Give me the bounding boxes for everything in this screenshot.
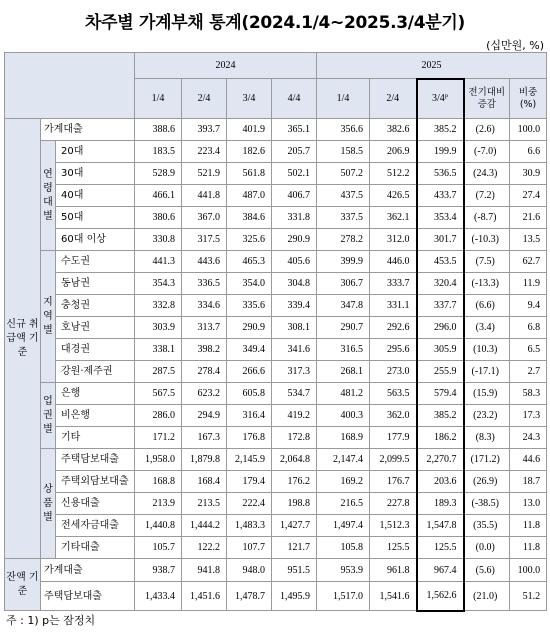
table-cell: (5.6) bbox=[464, 559, 510, 582]
table-cell: 62.7 bbox=[510, 251, 547, 273]
row-label: 은행 bbox=[56, 383, 135, 405]
row-label: 40대 bbox=[56, 185, 135, 207]
table-cell: 2,145.9 bbox=[227, 449, 272, 471]
header-year-2024: 2024 bbox=[135, 53, 317, 79]
table-cell: 313.7 bbox=[182, 317, 227, 339]
row-label: 강원·제주권 bbox=[56, 361, 135, 383]
table-cell: 222.4 bbox=[227, 493, 272, 515]
table-cell: (26.9) bbox=[464, 471, 510, 493]
table-cell: 331.8 bbox=[272, 207, 317, 229]
row-label: 전세자금대출 bbox=[56, 515, 135, 537]
table-cell: (21.0) bbox=[464, 582, 510, 611]
table-cell: 317.5 bbox=[182, 229, 227, 251]
table-cell: 507.2 bbox=[317, 163, 370, 185]
table-cell: 1,958.0 bbox=[135, 449, 182, 471]
header-share: 비중 (%) bbox=[510, 79, 547, 119]
row-label: 비은행 bbox=[56, 405, 135, 427]
table-cell: 437.5 bbox=[317, 185, 370, 207]
row-label: 30대 bbox=[56, 163, 135, 185]
table-cell: 9.4 bbox=[510, 295, 547, 317]
table-cell: 107.7 bbox=[227, 537, 272, 559]
table-cell: 158.5 bbox=[317, 141, 370, 163]
group-label-region: 지역별 bbox=[41, 251, 56, 383]
table-cell: 967.4 bbox=[417, 559, 464, 582]
table-cell: 1,497.4 bbox=[317, 515, 370, 537]
table-cell: 419.2 bbox=[272, 405, 317, 427]
table-row bbox=[5, 471, 547, 493]
table-cell: (23.2) bbox=[464, 405, 510, 427]
table-cell: 441.3 bbox=[135, 251, 182, 273]
table-cell: 6.8 bbox=[510, 317, 547, 339]
row-label: 기타대출 bbox=[56, 537, 135, 559]
table-row bbox=[5, 493, 547, 515]
header-year-2025: 2025 bbox=[317, 53, 547, 79]
table-cell: 198.8 bbox=[272, 493, 317, 515]
table-cell: 11.8 bbox=[510, 537, 547, 559]
row-label: 신용대출 bbox=[56, 493, 135, 515]
table-cell: 278.2 bbox=[317, 229, 370, 251]
table-cell: (171.2) bbox=[464, 449, 510, 471]
table-cell: (3.4) bbox=[464, 317, 510, 339]
table-cell: 290.7 bbox=[317, 317, 370, 339]
table-cell: 27.4 bbox=[510, 185, 547, 207]
group-label-sector: 업권별 bbox=[41, 383, 56, 449]
row-label: 충청권 bbox=[56, 295, 135, 317]
table-cell: (-10.3) bbox=[464, 229, 510, 251]
table-cell: 203.6 bbox=[417, 471, 464, 493]
table-cell: 512.2 bbox=[370, 163, 417, 185]
table-cell: 335.6 bbox=[227, 295, 272, 317]
table-cell: 356.6 bbox=[317, 119, 370, 141]
table-cell: 401.9 bbox=[227, 119, 272, 141]
table-cell: 399.9 bbox=[317, 251, 370, 273]
table-row bbox=[5, 339, 547, 361]
table-cell: 380.6 bbox=[135, 207, 182, 229]
group-label-balance: 잔액 기준 bbox=[5, 559, 41, 611]
table-cell: 6.5 bbox=[510, 339, 547, 361]
table-cell: 466.1 bbox=[135, 185, 182, 207]
table-cell: (-38.5) bbox=[464, 493, 510, 515]
table-cell: 623.2 bbox=[182, 383, 227, 405]
table-row bbox=[5, 361, 547, 383]
table-cell: 362.1 bbox=[370, 207, 417, 229]
row-label: 50대 bbox=[56, 207, 135, 229]
table-cell: 169.2 bbox=[317, 471, 370, 493]
table-cell: (7.5) bbox=[464, 251, 510, 273]
table-cell: 332.8 bbox=[135, 295, 182, 317]
table-cell: 51.2 bbox=[510, 582, 547, 611]
table-cell: 308.1 bbox=[272, 317, 317, 339]
table-row bbox=[5, 582, 547, 611]
table-row bbox=[5, 383, 547, 405]
table-cell: 367.0 bbox=[182, 207, 227, 229]
table-cell: 331.1 bbox=[370, 295, 417, 317]
table-cell: 305.9 bbox=[417, 339, 464, 361]
header-quarter: 3/4 bbox=[227, 79, 272, 119]
table-cell: 266.6 bbox=[227, 361, 272, 383]
table-cell: 1,440.8 bbox=[135, 515, 182, 537]
table-cell: 199.9 bbox=[417, 141, 464, 163]
table-cell: 481.2 bbox=[317, 383, 370, 405]
table-cell: 122.2 bbox=[182, 537, 227, 559]
table-cell: 317.3 bbox=[272, 361, 317, 383]
table-cell: 168.9 bbox=[317, 427, 370, 449]
table-cell: 189.3 bbox=[417, 493, 464, 515]
table-cell: (-13.3) bbox=[464, 273, 510, 295]
table-cell: 365.1 bbox=[272, 119, 317, 141]
table-cell: (10.3) bbox=[464, 339, 510, 361]
table-cell: 268.1 bbox=[317, 361, 370, 383]
header-quarter: 2/4 bbox=[370, 79, 417, 119]
table-cell: 362.0 bbox=[370, 405, 417, 427]
table-cell: 388.6 bbox=[135, 119, 182, 141]
table-cell: (15.9) bbox=[464, 383, 510, 405]
table-cell: 223.4 bbox=[182, 141, 227, 163]
unit-label: (십만원, %) bbox=[486, 39, 544, 52]
table-cell: 521.9 bbox=[182, 163, 227, 185]
table-cell: 385.2 bbox=[417, 405, 464, 427]
table-cell: 487.0 bbox=[227, 185, 272, 207]
table-cell: 536.5 bbox=[417, 163, 464, 185]
table-cell: 278.4 bbox=[182, 361, 227, 383]
table-cell: (2.6) bbox=[464, 119, 510, 141]
table-cell: 167.3 bbox=[182, 427, 227, 449]
group-label-new: 신규 취급액 기준 bbox=[5, 119, 41, 559]
table-row bbox=[5, 515, 547, 537]
group-label-age: 연령 대별 bbox=[41, 141, 56, 251]
table-row bbox=[5, 141, 547, 163]
table-cell: 286.0 bbox=[135, 405, 182, 427]
table-cell: 6.6 bbox=[510, 141, 547, 163]
table-cell: 337.5 bbox=[317, 207, 370, 229]
table-cell: 125.5 bbox=[417, 537, 464, 559]
page-title: 차주별 가계부채 통계(2024.1/4~2025.3/4분기) bbox=[85, 13, 465, 33]
table-cell: (35.5) bbox=[464, 515, 510, 537]
table-cell: 227.8 bbox=[370, 493, 417, 515]
table-cell: 1,483.3 bbox=[227, 515, 272, 537]
table-row bbox=[5, 207, 547, 229]
table-cell: 465.3 bbox=[227, 251, 272, 273]
table-row bbox=[5, 449, 547, 471]
table-cell: 24.3 bbox=[510, 427, 547, 449]
table-cell: 205.7 bbox=[272, 141, 317, 163]
row-label: 60대 이상 bbox=[56, 229, 135, 251]
table-cell: 502.1 bbox=[272, 163, 317, 185]
table-cell: 336.5 bbox=[182, 273, 227, 295]
table-cell: 443.6 bbox=[182, 251, 227, 273]
table-cell: 44.6 bbox=[510, 449, 547, 471]
table-cell: 382.6 bbox=[370, 119, 417, 141]
header-quarter: 1/4 bbox=[135, 79, 182, 119]
table-cell: 338.1 bbox=[135, 339, 182, 361]
table-cell: 561.8 bbox=[227, 163, 272, 185]
table-cell: 186.2 bbox=[417, 427, 464, 449]
table-cell: 333.7 bbox=[370, 273, 417, 295]
row-label: 호남권 bbox=[56, 317, 135, 339]
table-cell: 105.8 bbox=[317, 537, 370, 559]
table-cell: 287.5 bbox=[135, 361, 182, 383]
table-cell: 426.5 bbox=[370, 185, 417, 207]
row-label: 주택담보대출 bbox=[41, 582, 135, 611]
row-label: 20대 bbox=[56, 141, 135, 163]
table-cell: 349.4 bbox=[227, 339, 272, 361]
table-cell: (6.6) bbox=[464, 295, 510, 317]
table-cell: 213.9 bbox=[135, 493, 182, 515]
table-cell: 306.7 bbox=[317, 273, 370, 295]
table-cell: 2,147.4 bbox=[317, 449, 370, 471]
table-cell: 13.5 bbox=[510, 229, 547, 251]
table-cell: 316.4 bbox=[227, 405, 272, 427]
table-cell: 213.5 bbox=[182, 493, 227, 515]
table-cell: 441.8 bbox=[182, 185, 227, 207]
table-cell: 353.4 bbox=[417, 207, 464, 229]
table-cell: 100.0 bbox=[510, 119, 547, 141]
table-cell: 273.0 bbox=[370, 361, 417, 383]
table-cell: 1,879.8 bbox=[182, 449, 227, 471]
table-cell: 453.5 bbox=[417, 251, 464, 273]
row-label: 대경권 bbox=[56, 339, 135, 361]
table-cell: 385.2 bbox=[417, 119, 464, 141]
table-cell: 121.7 bbox=[272, 537, 317, 559]
row-label: 수도권 bbox=[56, 251, 135, 273]
table-cell: 384.6 bbox=[227, 207, 272, 229]
row-label: 가계대출 bbox=[41, 119, 135, 141]
table-cell: 168.8 bbox=[135, 471, 182, 493]
table-cell: 290.9 bbox=[227, 317, 272, 339]
row-label: 가계대출 bbox=[41, 559, 135, 582]
header-quarter-latest: 3/4ᴾ bbox=[417, 79, 464, 119]
table-cell: 961.8 bbox=[370, 559, 417, 582]
table-cell: 295.6 bbox=[370, 339, 417, 361]
table-cell: 941.8 bbox=[182, 559, 227, 582]
table-cell: (-7.0) bbox=[464, 141, 510, 163]
table-cell: 948.0 bbox=[227, 559, 272, 582]
table-cell: 11.9 bbox=[510, 273, 547, 295]
table-cell: 177.9 bbox=[370, 427, 417, 449]
table-cell: 18.7 bbox=[510, 471, 547, 493]
table-cell: 21.6 bbox=[510, 207, 547, 229]
table-row bbox=[5, 405, 547, 427]
table-cell: 951.5 bbox=[272, 559, 317, 582]
table-cell: 13.0 bbox=[510, 493, 547, 515]
table-cell: 528.9 bbox=[135, 163, 182, 185]
table-cell: 58.3 bbox=[510, 383, 547, 405]
table-cell: 182.6 bbox=[227, 141, 272, 163]
table-cell: 1,433.4 bbox=[135, 582, 182, 611]
table-cell: 337.7 bbox=[417, 295, 464, 317]
table-cell: 316.5 bbox=[317, 339, 370, 361]
table-cell: 125.5 bbox=[370, 537, 417, 559]
header-quarter: 1/4 bbox=[317, 79, 370, 119]
table-cell: 341.6 bbox=[272, 339, 317, 361]
table-cell: 1,562.6 bbox=[417, 582, 464, 611]
table-cell: 406.7 bbox=[272, 185, 317, 207]
table-cell: 11.8 bbox=[510, 515, 547, 537]
table-cell: 347.8 bbox=[317, 295, 370, 317]
table-cell: 303.9 bbox=[135, 317, 182, 339]
table-cell: 294.9 bbox=[182, 405, 227, 427]
header-quarter: 2/4 bbox=[182, 79, 227, 119]
table-cell: 1,547.8 bbox=[417, 515, 464, 537]
table-cell: 304.8 bbox=[272, 273, 317, 295]
table-cell: 446.0 bbox=[370, 251, 417, 273]
table-cell: (0.0) bbox=[464, 537, 510, 559]
table-cell: 292.6 bbox=[370, 317, 417, 339]
table-cell: 216.5 bbox=[317, 493, 370, 515]
table-cell: 206.9 bbox=[370, 141, 417, 163]
table-row bbox=[5, 119, 547, 141]
header-change: 전기대비 증감 bbox=[464, 79, 510, 119]
table-row bbox=[5, 317, 547, 339]
table-cell: 339.4 bbox=[272, 295, 317, 317]
table-cell: 2.7 bbox=[510, 361, 547, 383]
row-label: 주택외담보대출 bbox=[56, 471, 135, 493]
table-cell: 183.5 bbox=[135, 141, 182, 163]
table-cell: 330.8 bbox=[135, 229, 182, 251]
table-cell: 1,517.0 bbox=[317, 582, 370, 611]
table-row bbox=[5, 537, 547, 559]
table-cell: (8.3) bbox=[464, 427, 510, 449]
header-quarter: 4/4 bbox=[272, 79, 317, 119]
footnote: 주 : 1) p는 잠정치 bbox=[6, 614, 96, 627]
table-cell: 400.3 bbox=[317, 405, 370, 427]
table-cell: 1,427.7 bbox=[272, 515, 317, 537]
table-cell: 405.6 bbox=[272, 251, 317, 273]
table-cell: 172.8 bbox=[272, 427, 317, 449]
table-cell: 398.2 bbox=[182, 339, 227, 361]
table-cell: 100.0 bbox=[510, 559, 547, 582]
table-cell: (7.2) bbox=[464, 185, 510, 207]
table-cell: 301.7 bbox=[417, 229, 464, 251]
row-label: 주택담보대출 bbox=[56, 449, 135, 471]
table-row bbox=[5, 163, 547, 185]
table-cell: 2,270.7 bbox=[417, 449, 464, 471]
table-cell: 312.0 bbox=[370, 229, 417, 251]
table-cell: 393.7 bbox=[182, 119, 227, 141]
row-label: 동남권 bbox=[56, 273, 135, 295]
table-cell: 1,512.3 bbox=[370, 515, 417, 537]
table-cell: 176.8 bbox=[227, 427, 272, 449]
table-cell: 255.9 bbox=[417, 361, 464, 383]
table-cell: 105.7 bbox=[135, 537, 182, 559]
table-cell: 563.5 bbox=[370, 383, 417, 405]
table-cell: 171.2 bbox=[135, 427, 182, 449]
table-cell: 354.0 bbox=[227, 273, 272, 295]
table-cell: 176.7 bbox=[370, 471, 417, 493]
table-cell: 534.7 bbox=[272, 383, 317, 405]
table-cell: 334.6 bbox=[182, 295, 227, 317]
header-corner bbox=[5, 53, 135, 119]
table-cell: 320.4 bbox=[417, 273, 464, 295]
table-cell: 1,495.9 bbox=[272, 582, 317, 611]
table-cell: 168.4 bbox=[182, 471, 227, 493]
table-cell: 953.9 bbox=[317, 559, 370, 582]
row-label: 기타 bbox=[56, 427, 135, 449]
table-cell: 325.6 bbox=[227, 229, 272, 251]
table-cell: 2,064.8 bbox=[272, 449, 317, 471]
table-cell: 579.4 bbox=[417, 383, 464, 405]
table-cell: 938.7 bbox=[135, 559, 182, 582]
group-label-product: 상품별 bbox=[41, 449, 56, 559]
table-cell: (24.3) bbox=[464, 163, 510, 185]
table-row bbox=[5, 185, 547, 207]
table-cell: 176.2 bbox=[272, 471, 317, 493]
table-cell: 296.0 bbox=[417, 317, 464, 339]
table-row bbox=[5, 229, 547, 251]
table-cell: 1,451.6 bbox=[182, 582, 227, 611]
table-row bbox=[5, 273, 547, 295]
table-cell: 17.3 bbox=[510, 405, 547, 427]
table-row bbox=[5, 295, 547, 317]
table-cell: 1,444.2 bbox=[182, 515, 227, 537]
table-cell: 433.7 bbox=[417, 185, 464, 207]
table-row bbox=[5, 427, 547, 449]
table-cell: 605.8 bbox=[227, 383, 272, 405]
table-row bbox=[5, 559, 547, 582]
table-cell: 1,478.7 bbox=[227, 582, 272, 611]
debt-statistics-table bbox=[4, 52, 547, 612]
table-cell: 290.9 bbox=[272, 229, 317, 251]
table-cell: 179.4 bbox=[227, 471, 272, 493]
table-cell: 30.9 bbox=[510, 163, 547, 185]
table-cell: 1,541.6 bbox=[370, 582, 417, 611]
table-cell: (-8.7) bbox=[464, 207, 510, 229]
table-cell: (-17.1) bbox=[464, 361, 510, 383]
table-cell: 2,099.5 bbox=[370, 449, 417, 471]
table-cell: 567.5 bbox=[135, 383, 182, 405]
table-row bbox=[5, 251, 547, 273]
table-cell: 354.3 bbox=[135, 273, 182, 295]
